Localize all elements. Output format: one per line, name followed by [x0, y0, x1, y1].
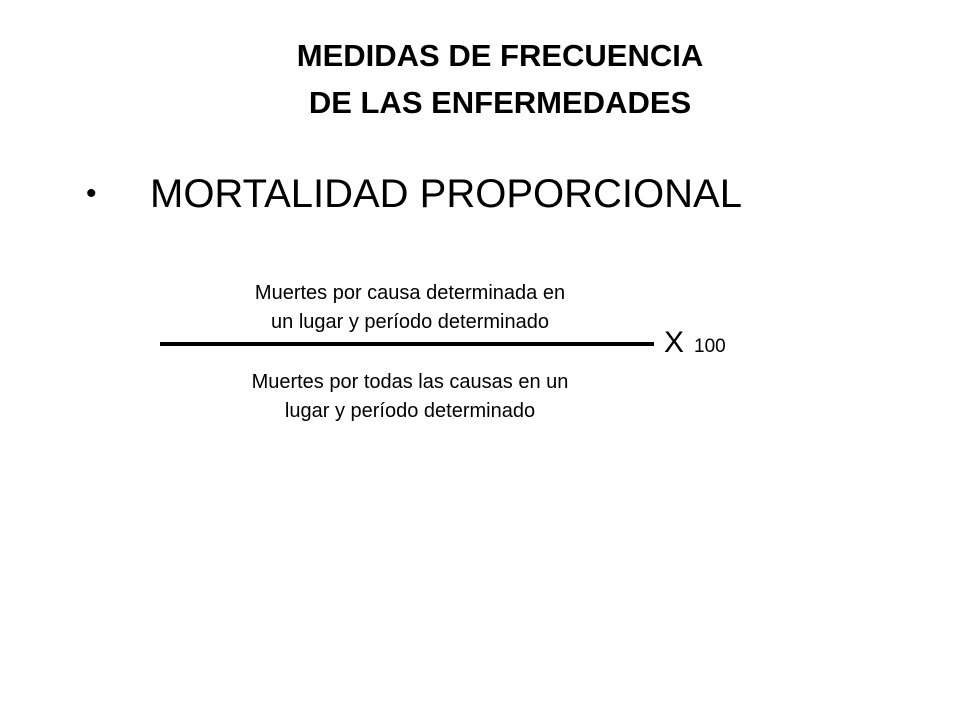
- numerator-line-1: Muertes por causa determinada en: [254, 282, 566, 304]
- formula-denominator: [160, 368, 660, 426]
- denominator-line-1: Muertes por todas las causas en un: [251, 371, 569, 393]
- multiplier-value: 100: [694, 336, 726, 357]
- slide-title-line-2: DE LAS ENFERMEDADES: [308, 85, 692, 120]
- bullet-text: MORTALIDAD PROPORCIONAL: [150, 172, 742, 216]
- formula-numerator: [160, 279, 660, 337]
- denominator-line-2: lugar y período determinado: [284, 400, 536, 422]
- bullet-item: [86, 166, 742, 222]
- numerator-line-2: un lugar y período determinado: [271, 311, 549, 333]
- slide-title-line-1: MEDIDAS DE FRECUENCIA: [296, 38, 704, 73]
- slide-title: [0, 32, 960, 126]
- fraction-bar: [160, 342, 654, 346]
- bullet-dot-icon: •: [86, 177, 97, 210]
- multiplier-symbol: X: [664, 326, 685, 359]
- formula-multiplier: [664, 322, 726, 364]
